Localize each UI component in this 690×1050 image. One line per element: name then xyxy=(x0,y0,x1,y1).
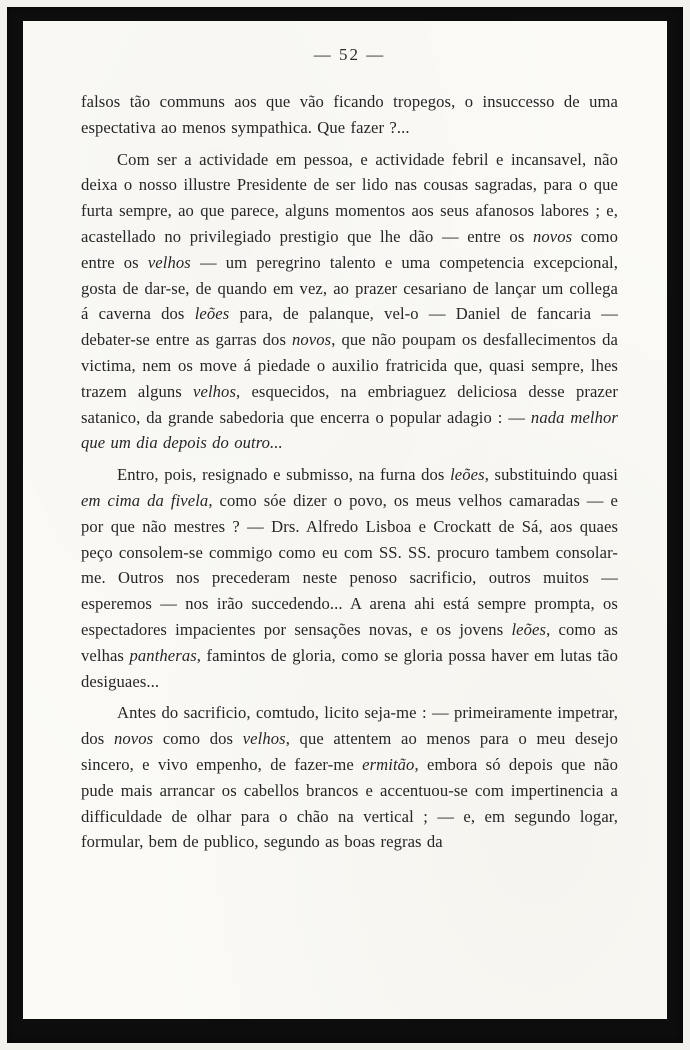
italic-text: nada melhor que um dia depois do outro... xyxy=(81,407,618,453)
paragraph xyxy=(81,89,618,141)
paragraph xyxy=(81,147,618,457)
paragraph xyxy=(81,462,618,694)
italic-text: leões xyxy=(511,619,547,639)
body-text: , embora só depois que não pude mais arrancar os cabellos brancos e accentuou-se com impertinencia a difficuldade de olhar para o chão na vertical ; — e, em segundo logar, formular, bem de publico, segundo as boas regras da xyxy=(81,754,618,852)
paragraph xyxy=(81,700,618,855)
italic-text: velhos xyxy=(242,729,286,749)
italic-text: em cima da fivela xyxy=(81,490,209,510)
body-text: como dos xyxy=(153,729,243,749)
italic-text: novos xyxy=(292,330,332,350)
italic-text: leões xyxy=(450,465,485,485)
italic-text: pantheras xyxy=(129,645,197,665)
body-text: Entro, pois, resignado e submisso, na furna dos xyxy=(117,465,451,485)
page-number: — 52 — xyxy=(313,45,386,64)
body-text: , substituindo quasi xyxy=(484,465,618,485)
italic-text: novos xyxy=(113,729,154,749)
body-text: para, de palanque, vel-o — Daniel de fancaria — debater-se entre as garras dos xyxy=(81,304,619,350)
body-text: , que attentem ao menos para o meu desejo sincero, e vivo empenho, de fazer-me xyxy=(81,729,618,774)
italic-text: velhos xyxy=(147,252,191,272)
body-text: — um peregrino talento e uma competencia excepcional, gosta de dar-se, de quando em vez, ao prazer cesariano de lançar um collega á caverna dos xyxy=(81,252,618,324)
body-text: , famintos de gloria, como se gloria possa haver em lutas tão desiguaes... xyxy=(81,645,618,691)
italic-text: velhos xyxy=(193,381,237,401)
body-text: , como as velhas xyxy=(81,619,618,665)
italic-text: leões xyxy=(194,304,230,324)
body-text: , como sóe dizer o povo, os meus velhos camaradas — e por que não mestres ? — Drs. Alfredo Lisboa e Crockatt de Sá, aos quaes peço consolem-se commigo como eu com SS. SS. procuro tambem consolar-me. Outros nos precederam neste penoso sacrificio, outros muitos — esperemos — nos irão succedendo... A arena ahi está sempre prompta, os espectadores impacientes por sensações novas, e os jovens xyxy=(81,490,618,639)
scan-black-border xyxy=(7,7,683,1043)
body-text: falsos tão communs aos que vão ficando tropegos, o insuccesso de uma espectativa ao menos sympathica. Que fazer ?... xyxy=(81,92,618,137)
body-text: Com ser a actividade em pessoa, e actividade febril e incansavel, não deixa o nosso illustre Presidente de ser lido nas cousas sagradas, para o que furta sempre, ao que parece, alguns momentos aos seus afanosos labores ; e, acastellado no privilegiado prestigio que lhe dão — entre os xyxy=(81,149,618,246)
body-text: , que não poupam os desfallecimentos da victima, nem os move á piedade o auxilio fratricida que, quasi sempre, lhes trazem alguns xyxy=(81,330,618,401)
italic-text: ermitão xyxy=(362,754,415,774)
body-text: Antes do sacrificio, comtudo, licito seja-me : — primeiramente impetrar, dos xyxy=(81,703,618,749)
body-text: , esquecidos, na embriaguez deliciosa desse prazer satanico, da grande sabedoria que encerra o popular adagio : — xyxy=(81,381,618,427)
book-page xyxy=(23,21,667,1019)
text-block xyxy=(81,89,618,855)
body-text: como entre os xyxy=(81,226,618,272)
italic-text: novos xyxy=(532,226,573,246)
